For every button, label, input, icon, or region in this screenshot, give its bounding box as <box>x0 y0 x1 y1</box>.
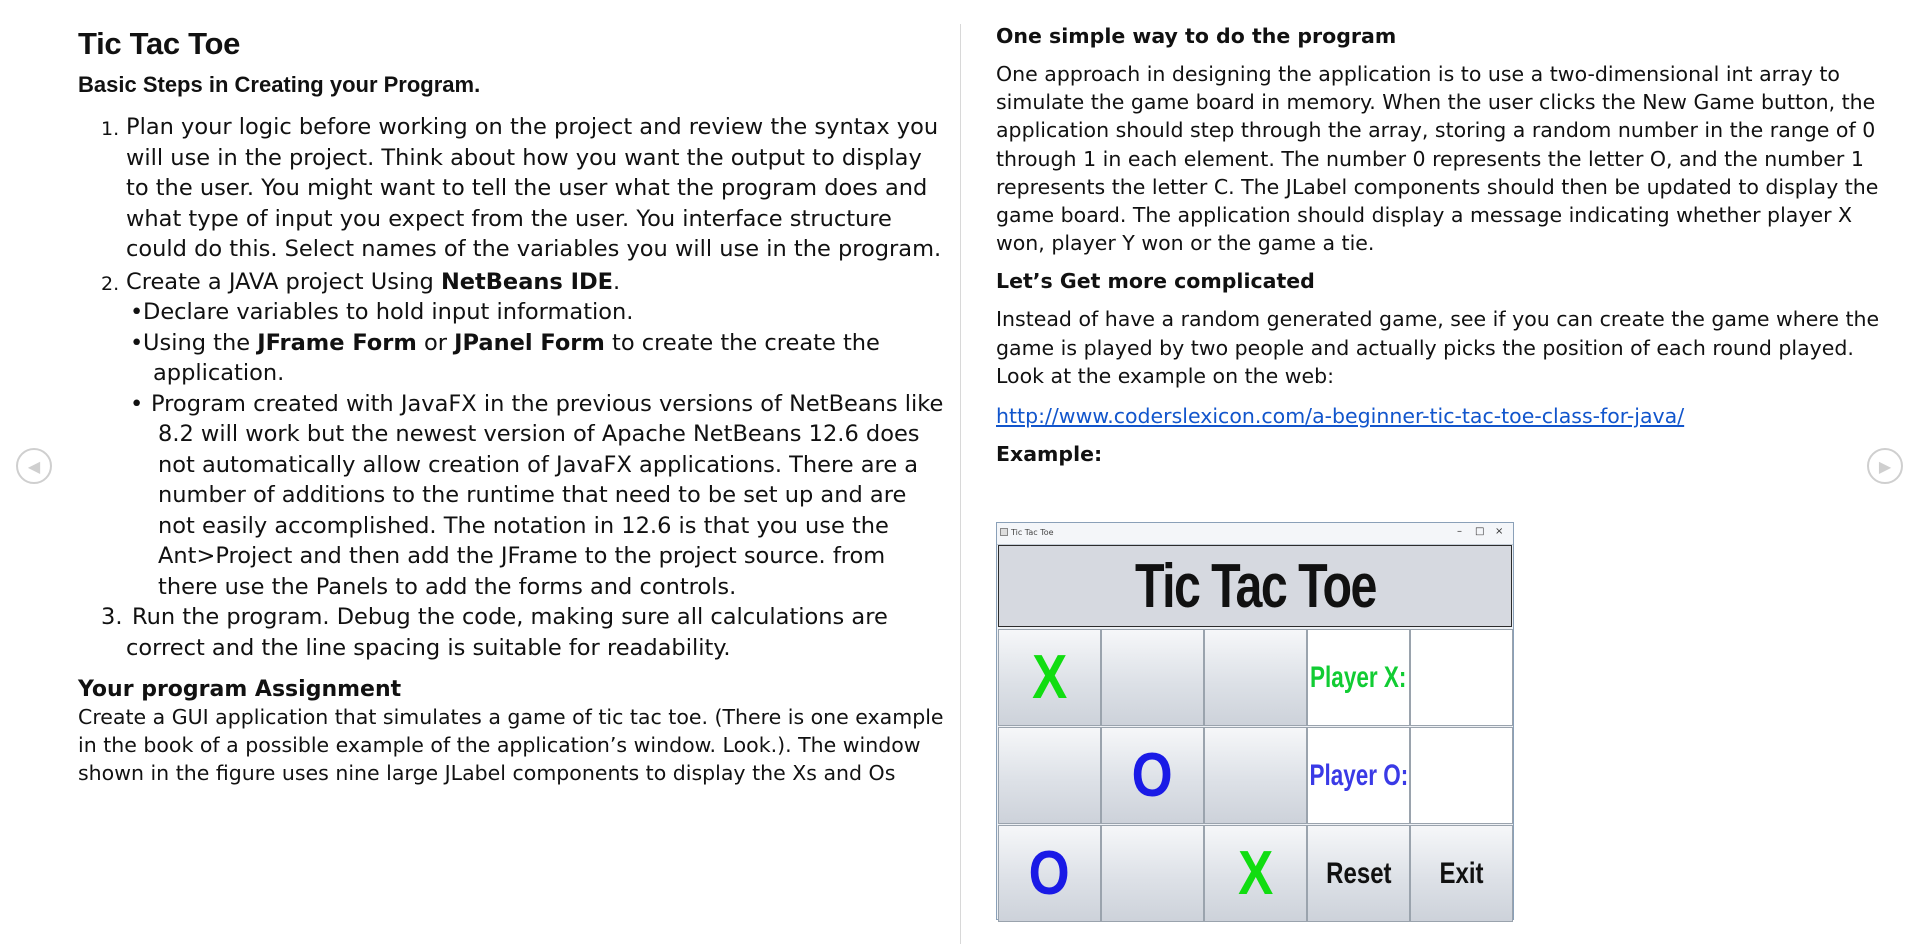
paragraph: One approach in designing the application is to use a two-dimensional int array to simulate the game board in memory. When the user clicks the New Game button, the application should step through the array, storing a random number in the range of 0 through 1 in each element. The number 0 represents the letter O, and the number 1 represents the letter C. The JLabel components should then be updated to display the game board. The application should display a message indicating whether player X won, player Y won or the game a tie. <box>996 62 1879 256</box>
page-divider <box>960 24 961 944</box>
section-heading: One simple way to do the program <box>996 24 1397 48</box>
bullet-text: Program created with JavaFX in the previous versions of NetBeans like 8.2 will work but the newest version of Apache NetBeans 12.6 does not automatically allow creation of JavaFX applications. There are a number of additions to the runtime that need to be set up and are not easily accomplished. The notation in 12.6 is that you use the Ant>Project and then add the JFrame to the project source. from there use the Panels to add the forms and controls. <box>151 390 944 600</box>
step-text-end: . <box>613 268 621 295</box>
cell-mark: O <box>1131 741 1173 810</box>
page-title: Tic Tac Toe <box>78 26 241 61</box>
bullet-icon: • <box>130 390 144 417</box>
game-banner <box>998 545 1512 627</box>
chevron-right-icon: ▶ <box>1878 456 1892 476</box>
step-1 <box>78 112 948 265</box>
bullet-icon: • <box>130 299 144 325</box>
step-text: Run the program. Debug the code, making sure all calculations are correct and the line spacing is suitable for readability. <box>126 604 888 661</box>
exit-label: Exit <box>1439 856 1484 890</box>
board-cell[interactable] <box>998 629 1101 726</box>
cell-mark: O <box>1028 839 1070 908</box>
paragraph: Instead of have a random generated game, see if you can create the game where the game is played by two people and actually picks the position of each round played. Look at the example on the web: <box>996 307 1880 388</box>
bullet-text-part: or <box>416 329 455 356</box>
board-cell[interactable] <box>1101 727 1204 824</box>
cell-mark: X <box>1237 839 1274 908</box>
step-3 <box>78 602 948 663</box>
step-text: Plan your logic before working on the project and review the syntax you will use in the project. Think about how you want the output to display to the user. You might want to tell the user what the program does and what type of input you expect from the user. You interface structure could do this. Select names of the variables you will use in the program. <box>126 114 942 262</box>
board-cell[interactable] <box>1101 629 1204 726</box>
example-label: Example: <box>996 442 1103 467</box>
board-cell[interactable] <box>1204 629 1307 726</box>
player-x-score <box>1410 629 1513 726</box>
exit-button[interactable] <box>1410 825 1513 922</box>
app-icon <box>1000 528 1008 536</box>
reset-label: Reset <box>1325 856 1392 890</box>
assignment-heading: Your program Assignment <box>78 677 402 702</box>
bullet-text <box>143 328 948 389</box>
board-cell[interactable] <box>1204 727 1307 824</box>
window-title: Tic Tac Toe <box>1011 528 1054 537</box>
player-x-label <box>1307 629 1410 726</box>
steps-list <box>78 112 948 663</box>
player-o-label <box>1307 727 1410 824</box>
step-number: 2. <box>101 272 120 295</box>
tic-tac-toe-window <box>996 522 1514 920</box>
bullet-bold: JPanel Form <box>454 329 605 356</box>
bullet-item <box>128 389 948 603</box>
step-bold: NetBeans IDE <box>440 268 614 295</box>
bullet-bold: JFrame Form <box>257 329 417 356</box>
bullet-icon: • <box>130 329 144 356</box>
bullet-text: Declare variables to hold input information. <box>143 299 634 325</box>
board-cell[interactable] <box>998 727 1101 824</box>
step-number: 1. <box>101 118 120 140</box>
assignment-text: Create a GUI application that simulates a game of tic tac toe. (There is one example in the book of a possible example of the application’s window. Look.). The window shown in the figure uses nine large JLabel components to display the Xs and Os <box>78 705 944 786</box>
window-titlebar <box>997 523 1513 545</box>
banner-text: Tic Tac Toe <box>1134 551 1376 621</box>
step-text: Create a JAVA project Using <box>126 268 441 295</box>
close-icon[interactable]: × <box>1495 526 1504 537</box>
board-cell[interactable] <box>1204 825 1307 922</box>
bullet-text-part: to create the create the application. <box>153 329 880 386</box>
cell-mark: X <box>1031 643 1068 712</box>
chevron-left-icon: ◀ <box>27 456 41 476</box>
bullet-item <box>128 328 948 389</box>
section-heading: Let’s Get more complicated <box>996 269 1315 294</box>
right-content <box>996 24 1896 478</box>
section-heading: Basic Steps in Creating your Program. <box>78 72 481 97</box>
left-content <box>78 26 948 788</box>
board-cell[interactable] <box>1101 825 1204 922</box>
player-o-text: Player O: <box>1309 758 1408 792</box>
board-cell[interactable] <box>998 825 1101 922</box>
external-link[interactable]: http://www.coderslexicon.com/a-beginner-tic-tac-toe-class-for-java/ <box>996 404 1685 429</box>
maximize-icon[interactable]: □ <box>1475 526 1485 537</box>
player-x-text: Player X: <box>1310 660 1407 694</box>
prev-page-button[interactable] <box>16 448 52 484</box>
step-2 <box>78 267 948 298</box>
step-number: 3. <box>101 604 123 630</box>
minimize-icon[interactable]: – <box>1457 526 1462 537</box>
player-o-score <box>1410 727 1513 824</box>
reset-button[interactable] <box>1307 825 1410 922</box>
bullet-text-part: Using the <box>143 329 258 356</box>
bullet-item <box>128 297 948 328</box>
